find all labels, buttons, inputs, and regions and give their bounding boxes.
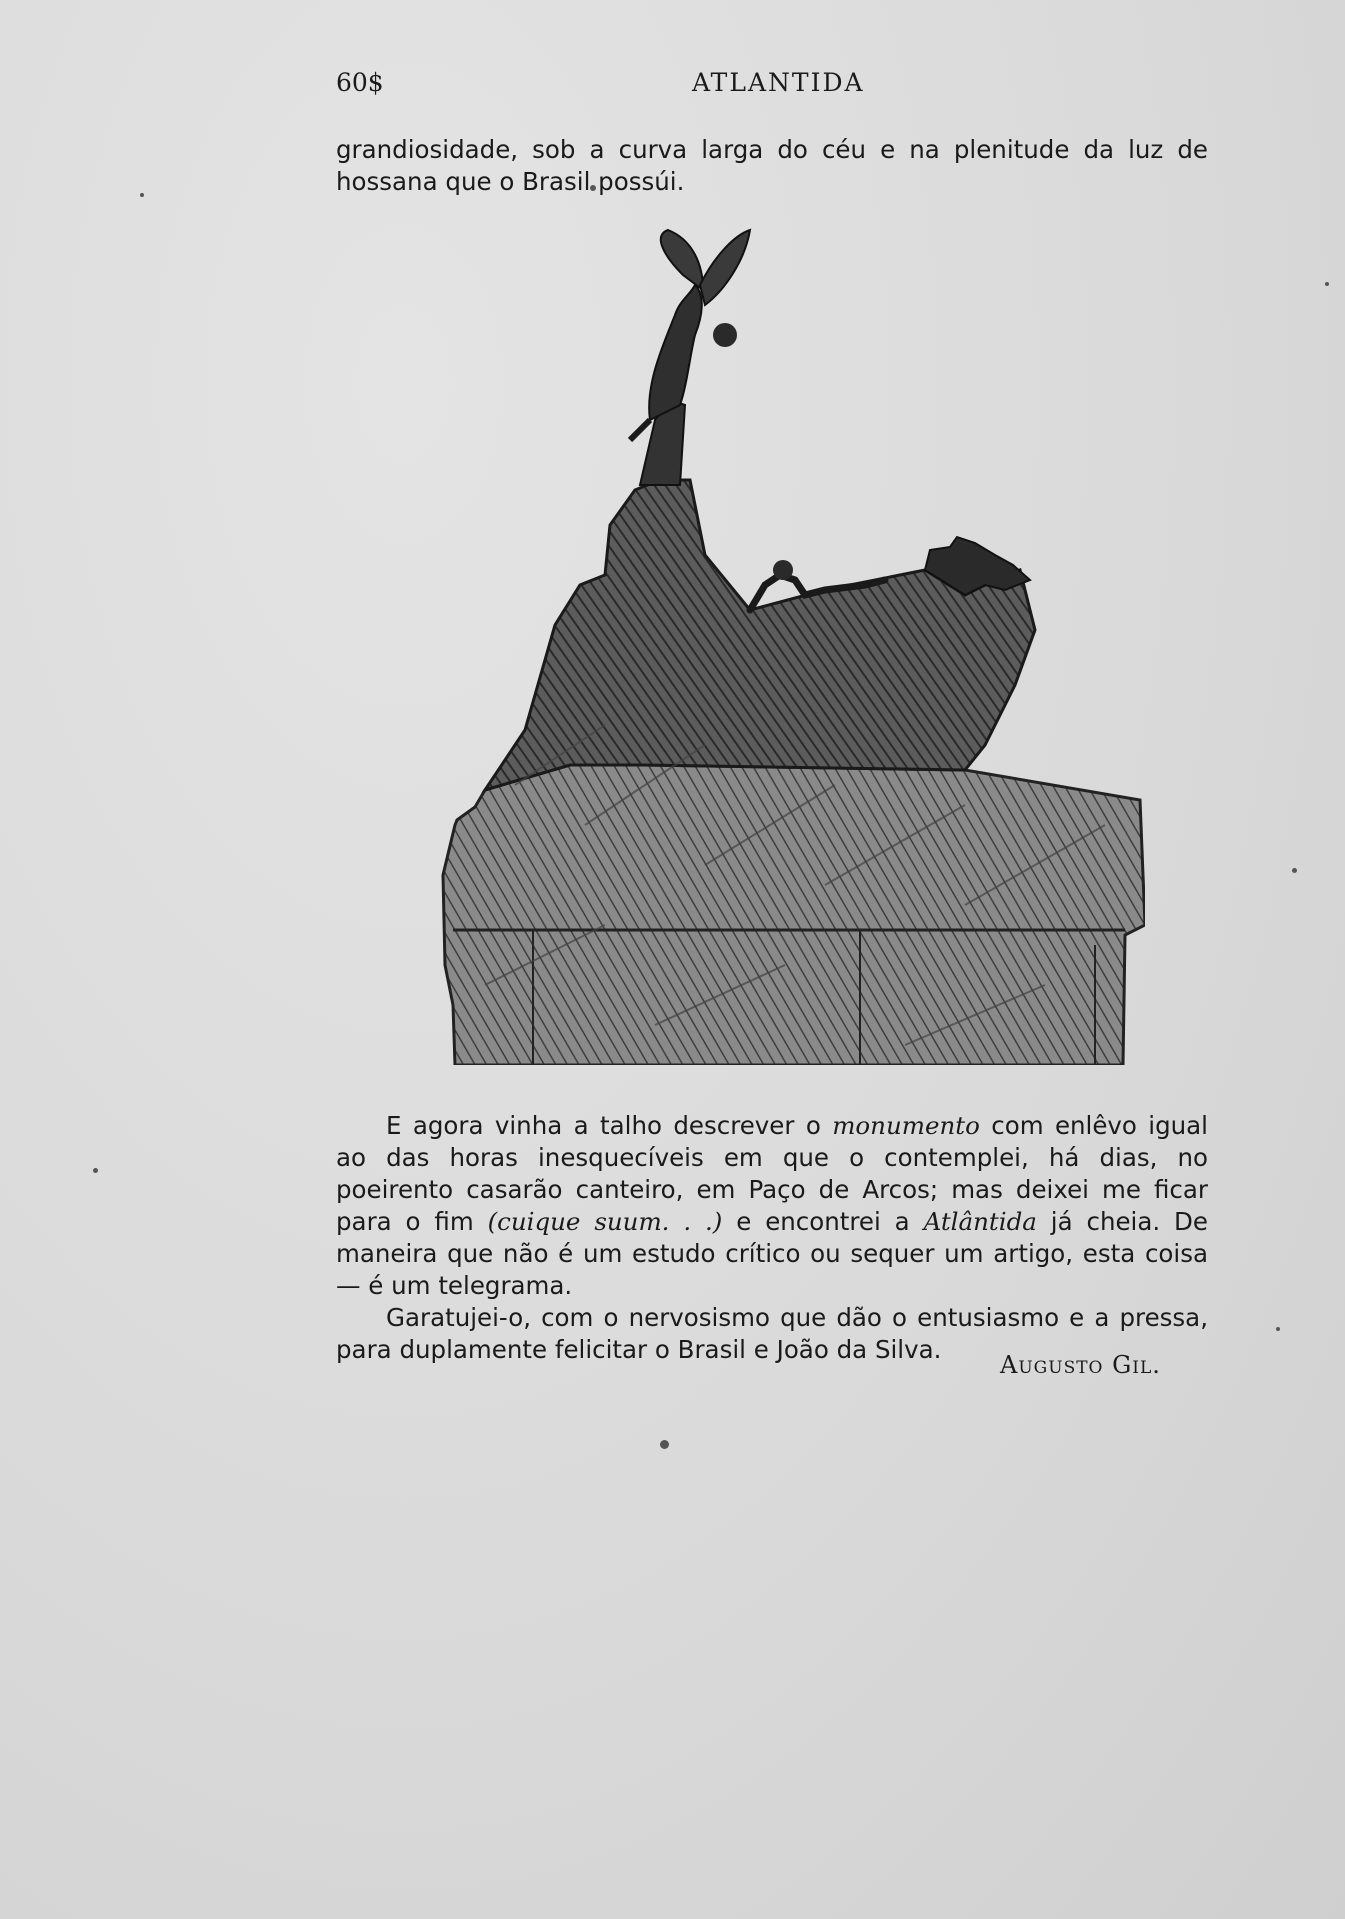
winged-figure-body xyxy=(649,285,702,420)
page-number: 60$ xyxy=(336,68,384,97)
closing-text-c: e encontrei a xyxy=(722,1207,924,1236)
atlantida-italic: Atlântida xyxy=(923,1207,1037,1236)
monumento-italic: monumento xyxy=(832,1111,980,1140)
paper-speck xyxy=(660,1440,669,1449)
paper-speck xyxy=(1292,868,1297,873)
closing-paragraph-1 xyxy=(336,1110,1208,1302)
running-title: ATLANTIDA xyxy=(692,68,865,97)
closing-text-b: com enlêvo igual ao das horas inesquecíveis em que o contemplei, há dias, no poeirento casarão canteiro, em Paço de Arcos; mas deixei me ficar para o fim xyxy=(336,1111,1208,1236)
paper-speck xyxy=(1276,1327,1280,1331)
intro-paragraph xyxy=(336,134,1208,198)
monument-illustration xyxy=(405,225,1145,1065)
closing-paragraphs xyxy=(336,1110,1208,1366)
closing-paragraph-2: Garatujei-o, com o nervosismo que dão o entusiasmo e a pressa, para duplamente felicitar o Brasil e João da Silva. xyxy=(336,1303,1208,1364)
wing-right xyxy=(700,230,750,305)
cuique-suum-italic: (cuique suum. . .) xyxy=(487,1207,723,1236)
closing-text-a: E agora vinha a talho descrever o xyxy=(386,1111,833,1140)
closing-text-d: já cheia. De maneira que não é um estudo crítico ou sequer um artigo, esta coisa — é um telegrama. xyxy=(336,1207,1208,1300)
paper-speck xyxy=(93,1168,98,1173)
page-header xyxy=(336,68,1196,102)
sculpture-mass xyxy=(485,480,1035,790)
paper-speck xyxy=(1325,282,1329,286)
wing-left xyxy=(661,230,703,290)
intro-text: grandiosidade, sob a curva larga do céu e na plenitude da luz de hossana que o Brasil possúi. xyxy=(336,135,1208,196)
paper-speck xyxy=(140,193,144,197)
author-signature: Augusto Gil. xyxy=(1000,1351,1161,1379)
